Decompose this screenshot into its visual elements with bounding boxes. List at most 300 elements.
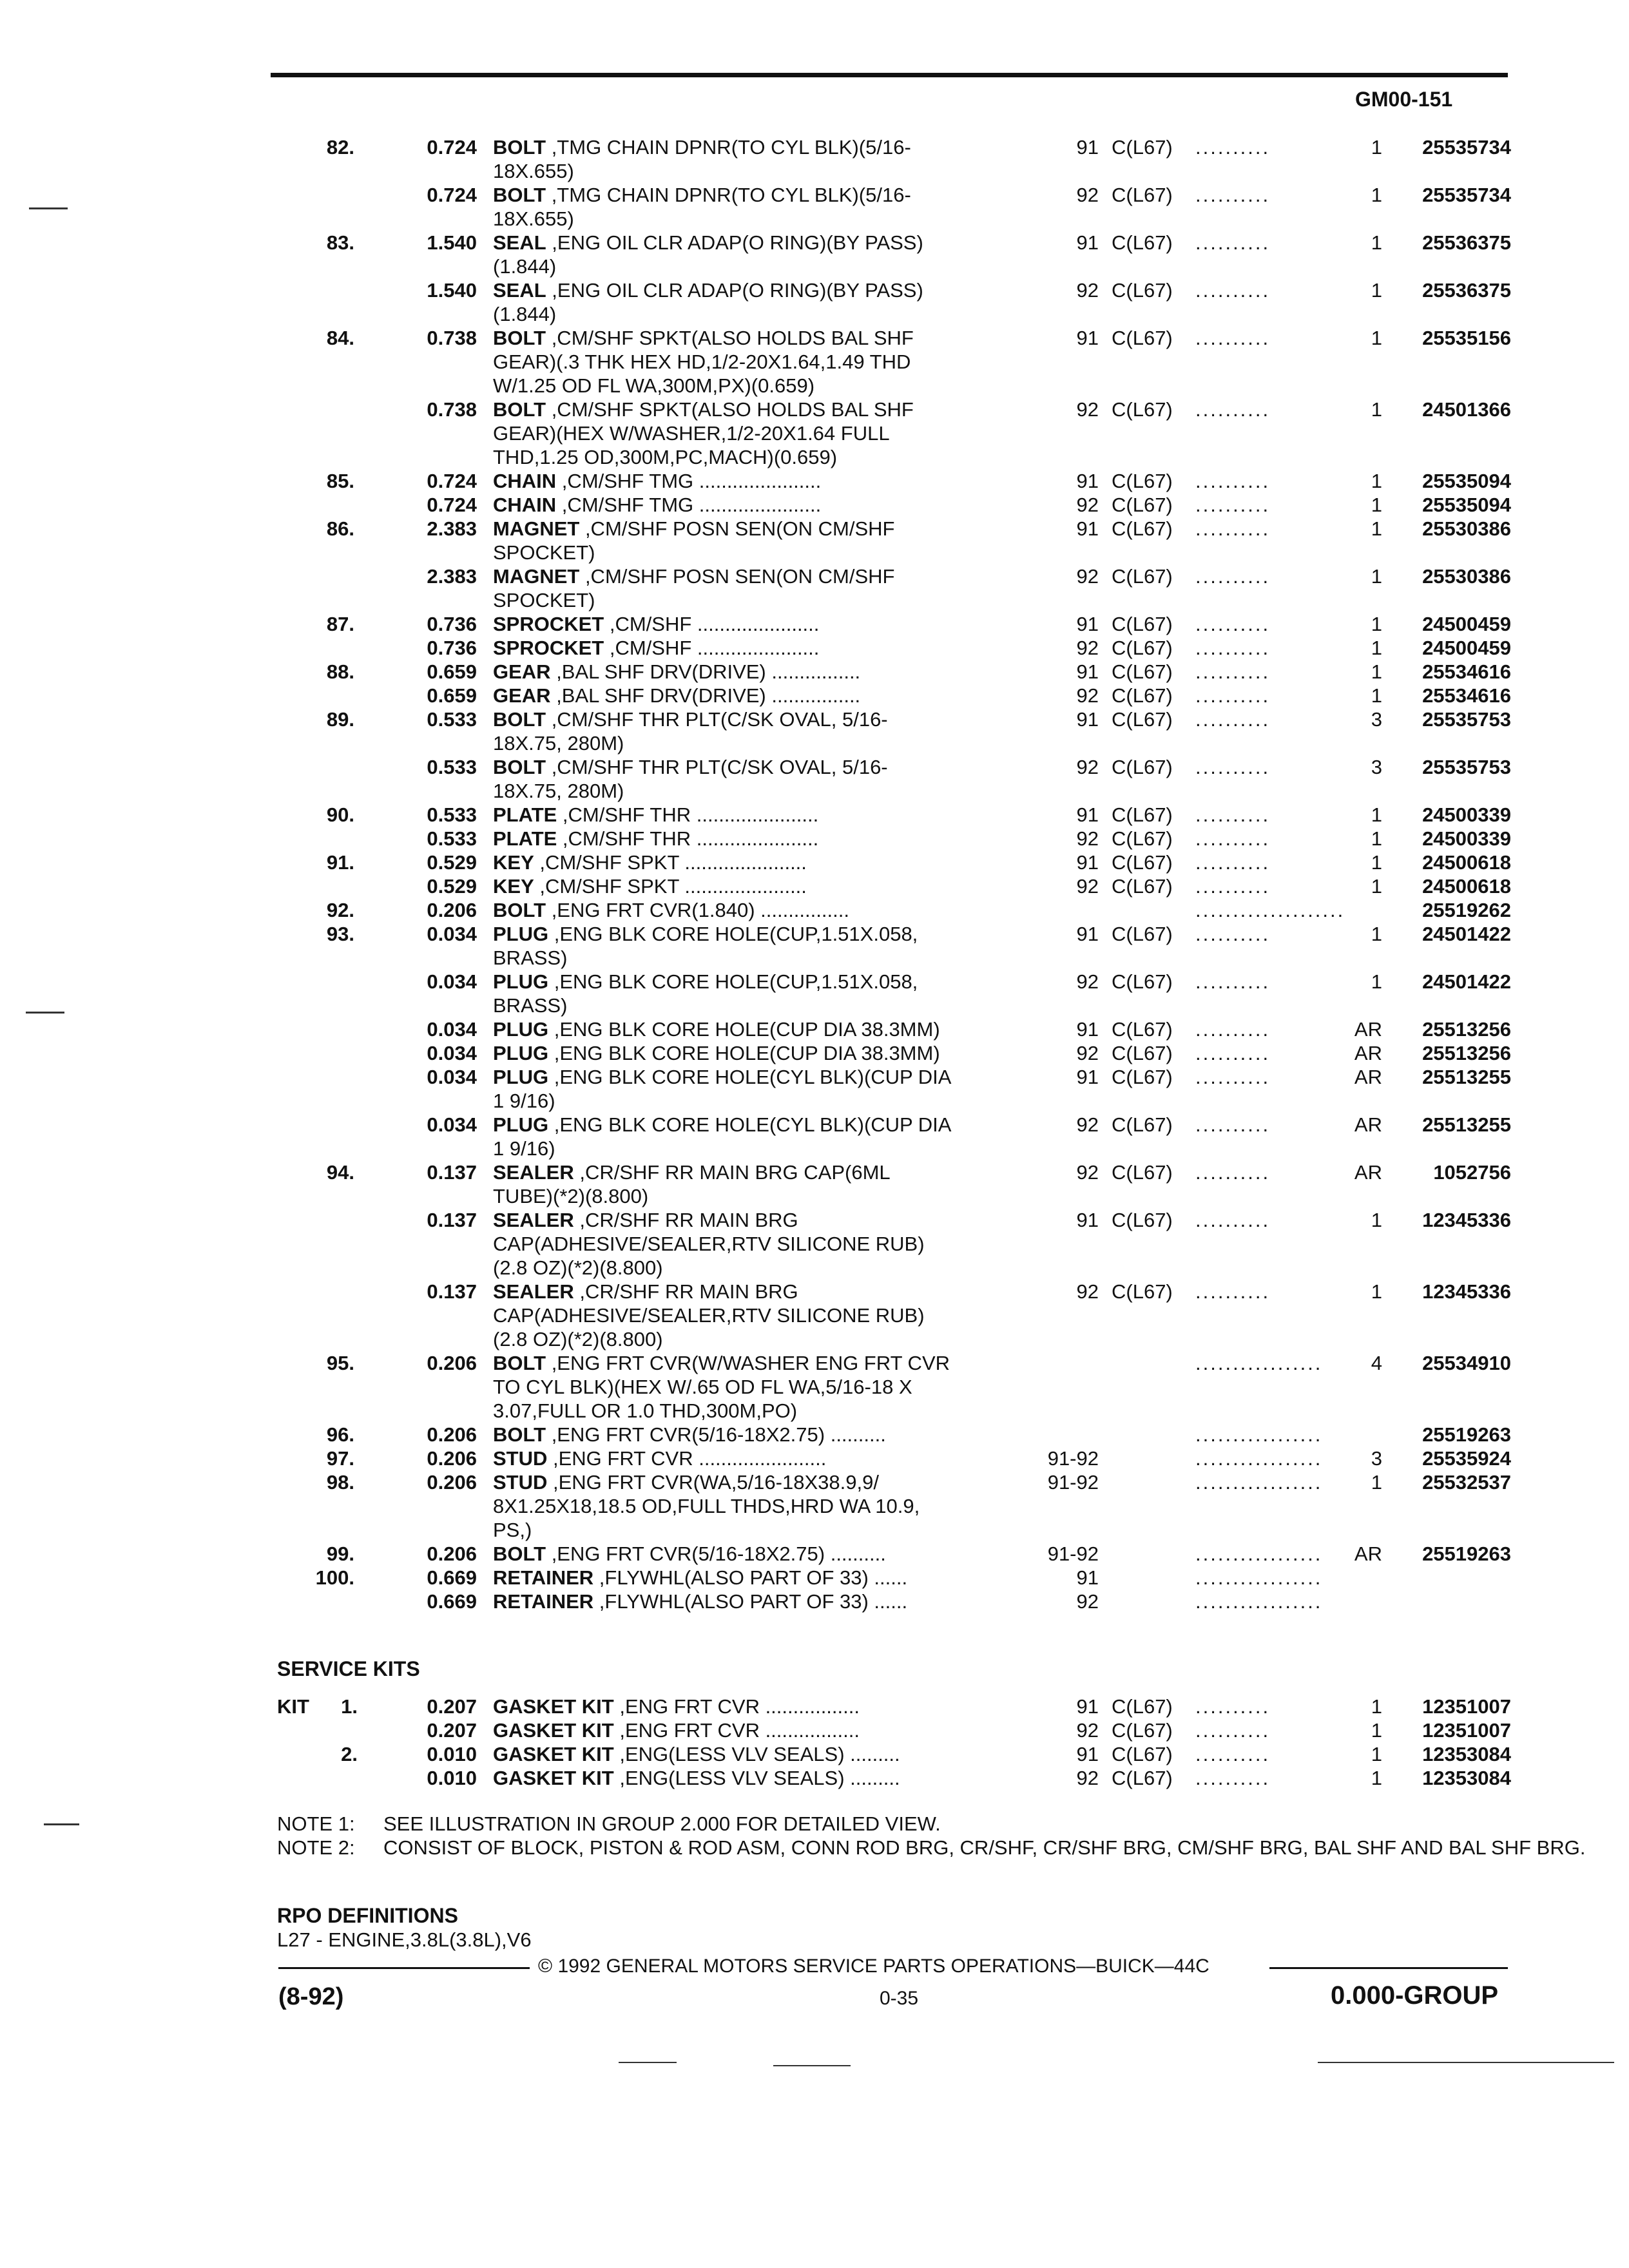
group-number: 0.724: [427, 470, 477, 492]
notes-section: [277, 1812, 1608, 1860]
description-line: [493, 1280, 1028, 1303]
part-detail: ,TMG CHAIN DPNR(TO CYL BLK)(5/16-: [546, 184, 911, 206]
model-code: C(L67): [1112, 327, 1173, 349]
leader-dots: ..........: [1195, 637, 1271, 659]
leader-dots: ..........: [1195, 1042, 1271, 1064]
part-number: 24501422: [1422, 923, 1511, 945]
description-continuation: CAP(ADHESIVE/SEALER,RTV SILICONE RUB): [493, 1233, 925, 1255]
model-year: 92: [1076, 1719, 1099, 1742]
part-description: [493, 1041, 1028, 1065]
item-number: 97.: [326, 1447, 354, 1470]
leader-dots: ..........: [1195, 398, 1271, 421]
quantity: 1: [1371, 1719, 1382, 1742]
part-number: 25535094: [1422, 494, 1511, 516]
note-label: NOTE 1:: [277, 1812, 355, 1835]
part-row: [0, 1566, 1629, 1590]
description-line: [493, 1208, 1028, 1232]
part-name: RETAINER: [493, 1590, 594, 1613]
part-description: [493, 1470, 1028, 1542]
part-detail: ,ENG OIL CLR ADAP(O RING)(BY PASS): [546, 231, 923, 254]
model-code: C(L67): [1112, 517, 1173, 540]
model-code: C(L67): [1112, 279, 1173, 302]
quantity: 1: [1371, 827, 1382, 850]
part-row: [0, 1590, 1629, 1613]
part-number: 25535156: [1422, 327, 1511, 349]
kit-description: [493, 1742, 1028, 1766]
quantity: 3: [1371, 708, 1382, 731]
part-name: CHAIN: [493, 470, 557, 492]
part-description: [493, 636, 1028, 660]
part-row: [0, 1280, 1629, 1351]
description-continuation: 1 9/16): [493, 1137, 555, 1160]
part-number: 25519263: [1422, 1423, 1511, 1446]
part-name: KEY: [493, 875, 534, 898]
model-year: 91: [1076, 660, 1099, 683]
part-number: 25530386: [1422, 517, 1511, 540]
part-name: PLUG: [493, 970, 549, 993]
item-number: 92.: [326, 899, 354, 921]
group-number: 0.669: [427, 1566, 477, 1589]
model-code: C(L67): [1112, 184, 1173, 206]
model-year: 91: [1076, 1066, 1099, 1088]
leader-dots: ..........: [1195, 803, 1271, 826]
part-row: [0, 517, 1629, 564]
document-id: GM00-151: [1355, 88, 1453, 111]
leader-dots: ..........: [1195, 684, 1271, 707]
part-number: 12353084: [1422, 1743, 1511, 1765]
part-description: [493, 517, 1028, 564]
model-year: 91: [1076, 803, 1099, 826]
part-row: [0, 1542, 1629, 1566]
part-row: [0, 707, 1629, 755]
part-name: PLUG: [493, 923, 549, 945]
group-number: 0.206: [427, 1352, 477, 1374]
model-code: C(L67): [1112, 398, 1173, 421]
model-code: C(L67): [1112, 1113, 1173, 1136]
group-number: 0.724: [427, 184, 477, 206]
part-description: [493, 183, 1028, 231]
item-number: 87.: [326, 613, 354, 635]
quantity: 1: [1371, 970, 1382, 993]
part-detail: ,ENG BLK CORE HOLE(CUP DIA 38.3MM): [548, 1018, 940, 1041]
quantity: 1: [1371, 613, 1382, 635]
part-row: [0, 326, 1629, 398]
page-number: 0-35: [880, 1988, 919, 2009]
quantity: 4: [1371, 1352, 1382, 1374]
part-row: [0, 1041, 1629, 1065]
leader-dots: ..........: [1195, 851, 1271, 874]
quantity: 1: [1371, 517, 1382, 540]
model-code: C(L67): [1112, 637, 1173, 659]
description-line: [493, 874, 1028, 898]
description-line: [493, 1423, 1028, 1446]
part-detail: ,ENG BLK CORE HOLE(CYL BLK)(CUP DIA: [548, 1066, 952, 1088]
kit-name: GASKET KIT: [493, 1767, 614, 1789]
model-year: 92: [1076, 1590, 1099, 1613]
part-description: [493, 398, 1028, 469]
part-name: BOLT: [493, 1542, 546, 1565]
model-code: C(L67): [1112, 1719, 1173, 1742]
part-number: 25530386: [1422, 565, 1511, 588]
kit-description: [493, 1718, 1028, 1742]
part-description: [493, 231, 1028, 278]
group-number: 0.533: [427, 827, 477, 850]
description-line: [493, 564, 1028, 588]
quantity: 1: [1371, 1209, 1382, 1231]
description-line: [493, 1566, 1028, 1590]
part-detail: ,FLYWHL(ALSO PART OF 33) ......: [593, 1566, 908, 1589]
part-row: [0, 1208, 1629, 1280]
leader-dots: ..........: [1195, 1743, 1271, 1765]
description-line: [493, 1470, 1028, 1494]
leader-dots: ..........: [1195, 565, 1271, 588]
description-continuation: W/1.25 OD FL WA,300M,PX)(0.659): [493, 374, 815, 397]
model-year: 91: [1076, 1209, 1099, 1231]
part-number: 24500459: [1422, 613, 1511, 635]
model-code: C(L67): [1112, 1066, 1173, 1088]
part-name: BOLT: [493, 1352, 546, 1374]
description-continuation: CAP(ADHESIVE/SEALER,RTV SILICONE RUB): [493, 1304, 925, 1327]
part-name: KEY: [493, 851, 534, 874]
part-detail: ,CM/SHF SPKT ......................: [534, 875, 807, 898]
part-name: SEALER: [493, 1280, 574, 1303]
quantity: 3: [1371, 1447, 1382, 1470]
group-number: 0.724: [427, 136, 477, 159]
description-line: [493, 469, 1028, 493]
quantity: 1: [1371, 1280, 1382, 1303]
part-number: 25513255: [1422, 1113, 1511, 1136]
item-number: 93.: [326, 923, 354, 945]
description-continuation: GEAR)(HEX W/WASHER,1/2-20X1.64 FULL: [493, 422, 890, 445]
part-description: [493, 827, 1028, 850]
model-year: 92: [1076, 1280, 1099, 1303]
part-description: [493, 707, 1028, 755]
item-number: 95.: [326, 1352, 354, 1374]
group-number: 0.533: [427, 803, 477, 826]
part-row: [0, 1017, 1629, 1041]
part-number: 25513256: [1422, 1018, 1511, 1041]
leader-dots: .................: [1195, 1447, 1323, 1470]
description-continuation: (1.844): [493, 303, 557, 325]
part-detail: ,CM/SHF THR PLT(C/SK OVAL, 5/16-: [546, 708, 888, 731]
part-description: [493, 278, 1028, 326]
part-row: [0, 1160, 1629, 1208]
part-row: [0, 183, 1629, 231]
quantity: AR: [1354, 1113, 1382, 1136]
model-year: 92: [1076, 1113, 1099, 1136]
part-row: [0, 684, 1629, 707]
item-number: 98.: [326, 1471, 354, 1494]
quantity: 1: [1371, 398, 1382, 421]
model-code: C(L67): [1112, 875, 1173, 898]
part-detail: ,ENG FRT CVR(5/16-18X2.75) ..........: [546, 1542, 886, 1565]
description-continuation: BRASS): [493, 994, 568, 1017]
part-description: [493, 922, 1028, 970]
part-row: [0, 564, 1629, 612]
part-detail: ,CR/SHF RR MAIN BRG: [574, 1280, 798, 1303]
part-name: PLUG: [493, 1113, 549, 1136]
service-kits-list: [0, 1695, 1629, 1790]
part-description: [493, 1542, 1028, 1566]
part-name: SEAL: [493, 279, 546, 302]
item-number: 94.: [326, 1161, 354, 1184]
part-name: PLUG: [493, 1018, 549, 1041]
group-number: 0.206: [427, 1423, 477, 1446]
model-code: C(L67): [1112, 803, 1173, 826]
model-code: C(L67): [1112, 1767, 1173, 1789]
part-description: [493, 564, 1028, 612]
description-continuation: (2.8 OZ)(*2)(8.800): [493, 1256, 663, 1279]
part-number: 24500339: [1422, 803, 1511, 826]
group-number: 0.659: [427, 660, 477, 683]
quantity: 1: [1371, 875, 1382, 898]
part-description: [493, 1566, 1028, 1590]
description-line: [493, 612, 1028, 636]
part-description: [493, 755, 1028, 803]
model-year: 92: [1076, 756, 1099, 778]
group-number: 2.383: [427, 565, 477, 588]
part-name: BOLT: [493, 136, 546, 159]
part-name: CHAIN: [493, 494, 557, 516]
model-code: C(L67): [1112, 708, 1173, 731]
model-year: 91: [1076, 1566, 1099, 1589]
part-number: 24501366: [1422, 398, 1511, 421]
part-row: [0, 874, 1629, 898]
group-number: 0.529: [427, 851, 477, 874]
part-description: [493, 970, 1028, 1017]
description-continuation: 18X.75, 280M): [493, 780, 624, 802]
group-number: 0.736: [427, 637, 477, 659]
quantity: 1: [1371, 851, 1382, 874]
part-name: STUD: [493, 1471, 548, 1494]
model-year: 91: [1076, 1695, 1099, 1718]
description-line: [493, 1113, 1028, 1137]
part-row: [0, 612, 1629, 636]
part-name: GEAR: [493, 684, 551, 707]
part-description: [493, 1113, 1028, 1160]
leader-dots: ..........: [1195, 279, 1271, 302]
description-line: [493, 1351, 1028, 1375]
model-code: C(L67): [1112, 1161, 1173, 1184]
part-description: [493, 1208, 1028, 1280]
group-number: 0.738: [427, 398, 477, 421]
item-number: 100.: [315, 1566, 354, 1589]
leader-dots: ..........: [1195, 756, 1271, 778]
model-year: 92: [1076, 279, 1099, 302]
part-number: 25519262: [1422, 899, 1511, 921]
model-year: 91: [1076, 708, 1099, 731]
group-number: 0.533: [427, 708, 477, 731]
part-description: [493, 684, 1028, 707]
note-1: [277, 1812, 1608, 1836]
kit-row: [0, 1695, 1629, 1718]
model-year: 91: [1076, 1743, 1099, 1765]
part-row: [0, 660, 1629, 684]
part-detail: ,BAL SHF DRV(DRIVE) ................: [550, 684, 861, 707]
model-year: 91: [1076, 231, 1099, 254]
part-name: BOLT: [493, 708, 546, 731]
model-code: C(L67): [1112, 756, 1173, 778]
leader-dots: .................: [1195, 1471, 1323, 1494]
kit-row: [0, 1766, 1629, 1790]
description-continuation: GEAR)(.3 THK HEX HD,1/2-20X1.64,1.49 THD: [493, 351, 911, 373]
description-line: [493, 1041, 1028, 1065]
description-line: [493, 278, 1028, 302]
group-number: 0.034: [427, 1113, 477, 1136]
part-detail: ,ENG BLK CORE HOLE(CYL BLK)(CUP DIA: [548, 1113, 952, 1136]
description-continuation: SPOCKET): [493, 541, 595, 564]
part-row: [0, 135, 1629, 183]
group-number: 0.034: [427, 923, 477, 945]
part-row: [0, 231, 1629, 278]
part-name: GEAR: [493, 660, 551, 683]
quantity: 1: [1371, 565, 1382, 588]
part-row: [0, 1446, 1629, 1470]
leader-dots: ..........: [1195, 708, 1271, 731]
item-number: 86.: [326, 517, 354, 540]
model-year: 92: [1076, 875, 1099, 898]
model-year: 92: [1076, 1161, 1099, 1184]
part-row: [0, 803, 1629, 827]
kit-detail: ,ENG(LESS VLV SEALS) .........: [613, 1743, 900, 1765]
group-number: 0.207: [427, 1719, 477, 1742]
description-line: [493, 398, 1028, 421]
part-number: 24501422: [1422, 970, 1511, 993]
parts-list: [0, 135, 1629, 1613]
description-line: [493, 326, 1028, 350]
part-detail: ,CR/SHF RR MAIN BRG CAP(6ML: [574, 1161, 891, 1184]
model-code: C(L67): [1112, 923, 1173, 945]
leader-dots: ..........: [1195, 184, 1271, 206]
description-continuation: TUBE)(*2)(8.800): [493, 1185, 649, 1207]
leader-dots: ..........: [1195, 923, 1271, 945]
part-name: SEALER: [493, 1209, 574, 1231]
part-number: 24500618: [1422, 851, 1511, 874]
item-number: 88.: [326, 660, 354, 683]
part-number: 12345336: [1422, 1280, 1511, 1303]
description-line: [493, 850, 1028, 874]
leader-dots: ..........: [1195, 517, 1271, 540]
model-year: 92: [1076, 827, 1099, 850]
group-number: 0.000-GROUP: [1331, 1981, 1499, 2010]
part-detail: ,ENG FRT CVR(W/WASHER ENG FRT CVR: [546, 1352, 950, 1374]
quantity: 3: [1371, 756, 1382, 778]
group-number: 0.137: [427, 1209, 477, 1231]
leader-dots: ..........: [1195, 494, 1271, 516]
description-line: [493, 1542, 1028, 1566]
model-year: 92: [1076, 637, 1099, 659]
part-number: 24500618: [1422, 875, 1511, 898]
part-detail: ,CM/SHF SPKT(ALSO HOLDS BAL SHF: [546, 327, 914, 349]
scan-mark: [1318, 2062, 1614, 2063]
group-number: 0.669: [427, 1590, 477, 1613]
part-row: [0, 1470, 1629, 1542]
part-description: [493, 1446, 1028, 1470]
description-continuation: (2.8 OZ)(*2)(8.800): [493, 1328, 663, 1350]
leader-dots: .................: [1195, 1423, 1323, 1446]
kit-description: [493, 1695, 1028, 1718]
part-description: [493, 803, 1028, 827]
part-number: 25519263: [1422, 1542, 1511, 1565]
group-number: 0.206: [427, 1471, 477, 1494]
description-line: [493, 898, 1028, 922]
part-description: [493, 1423, 1028, 1446]
group-number: 0.010: [427, 1767, 477, 1789]
leader-dots: ..........: [1195, 1018, 1271, 1041]
part-description: [493, 874, 1028, 898]
part-row: [0, 1065, 1629, 1113]
leader-dots: ....................: [1195, 899, 1345, 921]
part-name: MAGNET: [493, 517, 580, 540]
description-line: [493, 1590, 1028, 1613]
quantity: 1: [1371, 136, 1382, 159]
description-line: [493, 827, 1028, 850]
group-number: 1.540: [427, 279, 477, 302]
rpo-definition: L27 - ENGINE,3.8L(3.8L),V6: [277, 1928, 532, 1951]
model-code: C(L67): [1112, 1695, 1173, 1718]
model-year: 91: [1076, 1018, 1099, 1041]
description-continuation: PS,): [493, 1519, 532, 1541]
description-continuation: 8X1.25X18,18.5 OD,FULL THDS,HRD WA 10.9,: [493, 1495, 920, 1517]
part-detail: ,ENG BLK CORE HOLE(CUP,1.51X.058,: [548, 970, 918, 993]
part-detail: ,CM/SHF POSN SEN(ON CM/SHF: [579, 565, 895, 588]
note-text: CONSIST OF BLOCK, PISTON & ROD ASM, CONN ROD BRG, CR/SHF, CR/SHF BRG, CM/SHF BRG, BAL SHF AND BAL SHF BRG.: [383, 1836, 1586, 1859]
leader-dots: ..........: [1195, 470, 1271, 492]
part-row: [0, 922, 1629, 970]
part-description: [493, 493, 1028, 517]
part-row: [0, 1423, 1629, 1446]
model-year: 92: [1076, 1042, 1099, 1064]
part-detail: ,ENG FRT CVR .......................: [547, 1447, 827, 1470]
part-detail: ,CM/SHF THR PLT(C/SK OVAL, 5/16-: [546, 756, 888, 778]
item-number: 91.: [326, 851, 354, 874]
group-number: 0.724: [427, 494, 477, 516]
description-line: [493, 1065, 1028, 1089]
quantity: 1: [1371, 684, 1382, 707]
part-description: [493, 1065, 1028, 1113]
part-name: PLUG: [493, 1066, 549, 1088]
part-detail: ,ENG FRT CVR(1.840) ................: [546, 899, 849, 921]
part-number: 24500459: [1422, 637, 1511, 659]
group-number: 0.206: [427, 899, 477, 921]
description-line: [493, 707, 1028, 731]
scan-mark: [619, 2062, 677, 2063]
part-name: BOLT: [493, 756, 546, 778]
item-number: 82.: [326, 136, 354, 159]
model-year: 92: [1076, 184, 1099, 206]
part-row: [0, 1351, 1629, 1423]
group-number: 0.738: [427, 327, 477, 349]
part-name: PLATE: [493, 827, 557, 850]
part-name: SEALER: [493, 1161, 574, 1184]
description-continuation: 3.07,FULL OR 1.0 THD,300M,PO): [493, 1399, 798, 1422]
part-row: [0, 636, 1629, 660]
part-detail: ,ENG BLK CORE HOLE(CUP DIA 38.3MM): [548, 1042, 940, 1064]
part-name: SPROCKET: [493, 637, 604, 659]
quantity: 1: [1371, 660, 1382, 683]
model-code: C(L67): [1112, 851, 1173, 874]
quantity: 1: [1371, 184, 1382, 206]
leader-dots: ..........: [1195, 1209, 1271, 1231]
kit-row: [0, 1718, 1629, 1742]
part-number: 12351007: [1422, 1719, 1511, 1742]
note-label: NOTE 2:: [277, 1836, 355, 1859]
quantity: AR: [1354, 1066, 1382, 1088]
group-number: 0.659: [427, 684, 477, 707]
description-line: [493, 135, 1028, 159]
kit-label: KIT: [277, 1695, 309, 1718]
leader-dots: ..........: [1195, 970, 1271, 993]
